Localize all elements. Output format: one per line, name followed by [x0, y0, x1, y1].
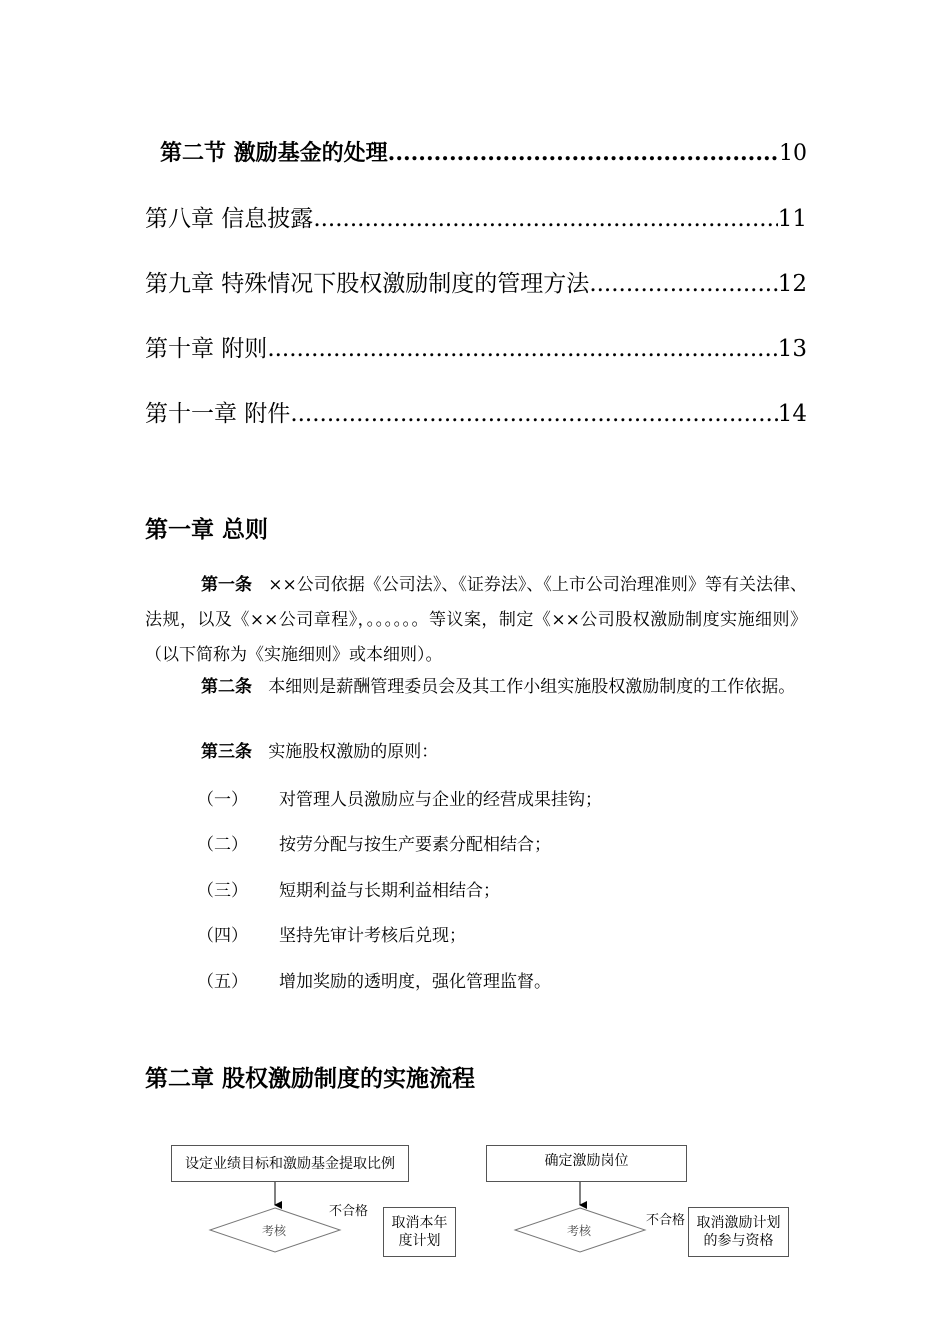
flow-box-cancel-eligibility: 取消激励计划的参与资格 — [688, 1207, 789, 1257]
principle-text: 增加奖励的透明度，强化管理监督。 — [279, 972, 551, 992]
toc-page: 10 — [779, 141, 807, 166]
principle-text: 对管理人员激励应与企业的经营成果挂钩； — [279, 790, 602, 810]
article-label: 第一条 — [201, 575, 253, 595]
toc-page: 14 — [777, 401, 807, 427]
principle-text: 短期利益与长期利益相结合； — [279, 881, 500, 901]
principle-number: （四） — [197, 926, 248, 946]
toc-page: 12 — [777, 271, 807, 297]
toc-page: 13 — [777, 336, 807, 362]
toc-label: 第八章 信息披露 — [145, 206, 314, 232]
flow-diamond-label: 考核 — [567, 1224, 592, 1238]
flow-fail-label: 不合格 — [646, 1213, 686, 1228]
chapter-heading: 第一章 总则 — [145, 516, 269, 543]
article-label: 第二条 — [201, 677, 252, 697]
toc-label: 第十章 附则 — [145, 336, 268, 362]
flow-box-define-posts: 确定激励岗位 — [486, 1145, 687, 1182]
principle-text: 坚持先审计考核后兑现； — [279, 926, 466, 946]
article-text: 实施股权激励的原则： — [268, 742, 439, 762]
flow-box-cancel-plan: 取消本年度计划 — [383, 1207, 456, 1257]
principle-number: （三） — [197, 881, 248, 901]
flow-box-set-targets: 设定业绩目标和激励基金提取比例 — [171, 1145, 409, 1182]
chapter-heading: 第二章 股权激励制度的实施流程 — [145, 1065, 476, 1092]
toc-label: 第二节 激励基金的处理 — [160, 140, 388, 166]
toc-page: 11 — [777, 206, 807, 232]
principle-number: （一） — [197, 790, 248, 810]
principle-text: 按劳分配与按生产要素分配相结合； — [279, 835, 551, 855]
article-label: 第三条 — [201, 742, 252, 762]
flow-fail-label: 不合格 — [329, 1204, 369, 1219]
principle-number: （五） — [197, 972, 248, 992]
flow-diamond-label: 考核 — [262, 1224, 287, 1238]
principle-number: （二） — [197, 835, 248, 855]
toc-label: 第十一章 附件 — [145, 401, 291, 427]
article-text: 本细则是薪酬管理委员会及其工作小组实施股权激励制度的工作依据。 — [268, 677, 796, 697]
toc-label: 第九章 特殊情况下股权激励制度的管理方法 — [145, 271, 590, 297]
article-text: ××公司依据《公司法》、《证券法》、《上市公司治理准则》等有关法律、法规，以及《××公司章程》，。。。。。。等议案，制定《××公司股权激励制度实施细则》（以下简称为《实施细则》或本细则）。 — [145, 575, 807, 665]
